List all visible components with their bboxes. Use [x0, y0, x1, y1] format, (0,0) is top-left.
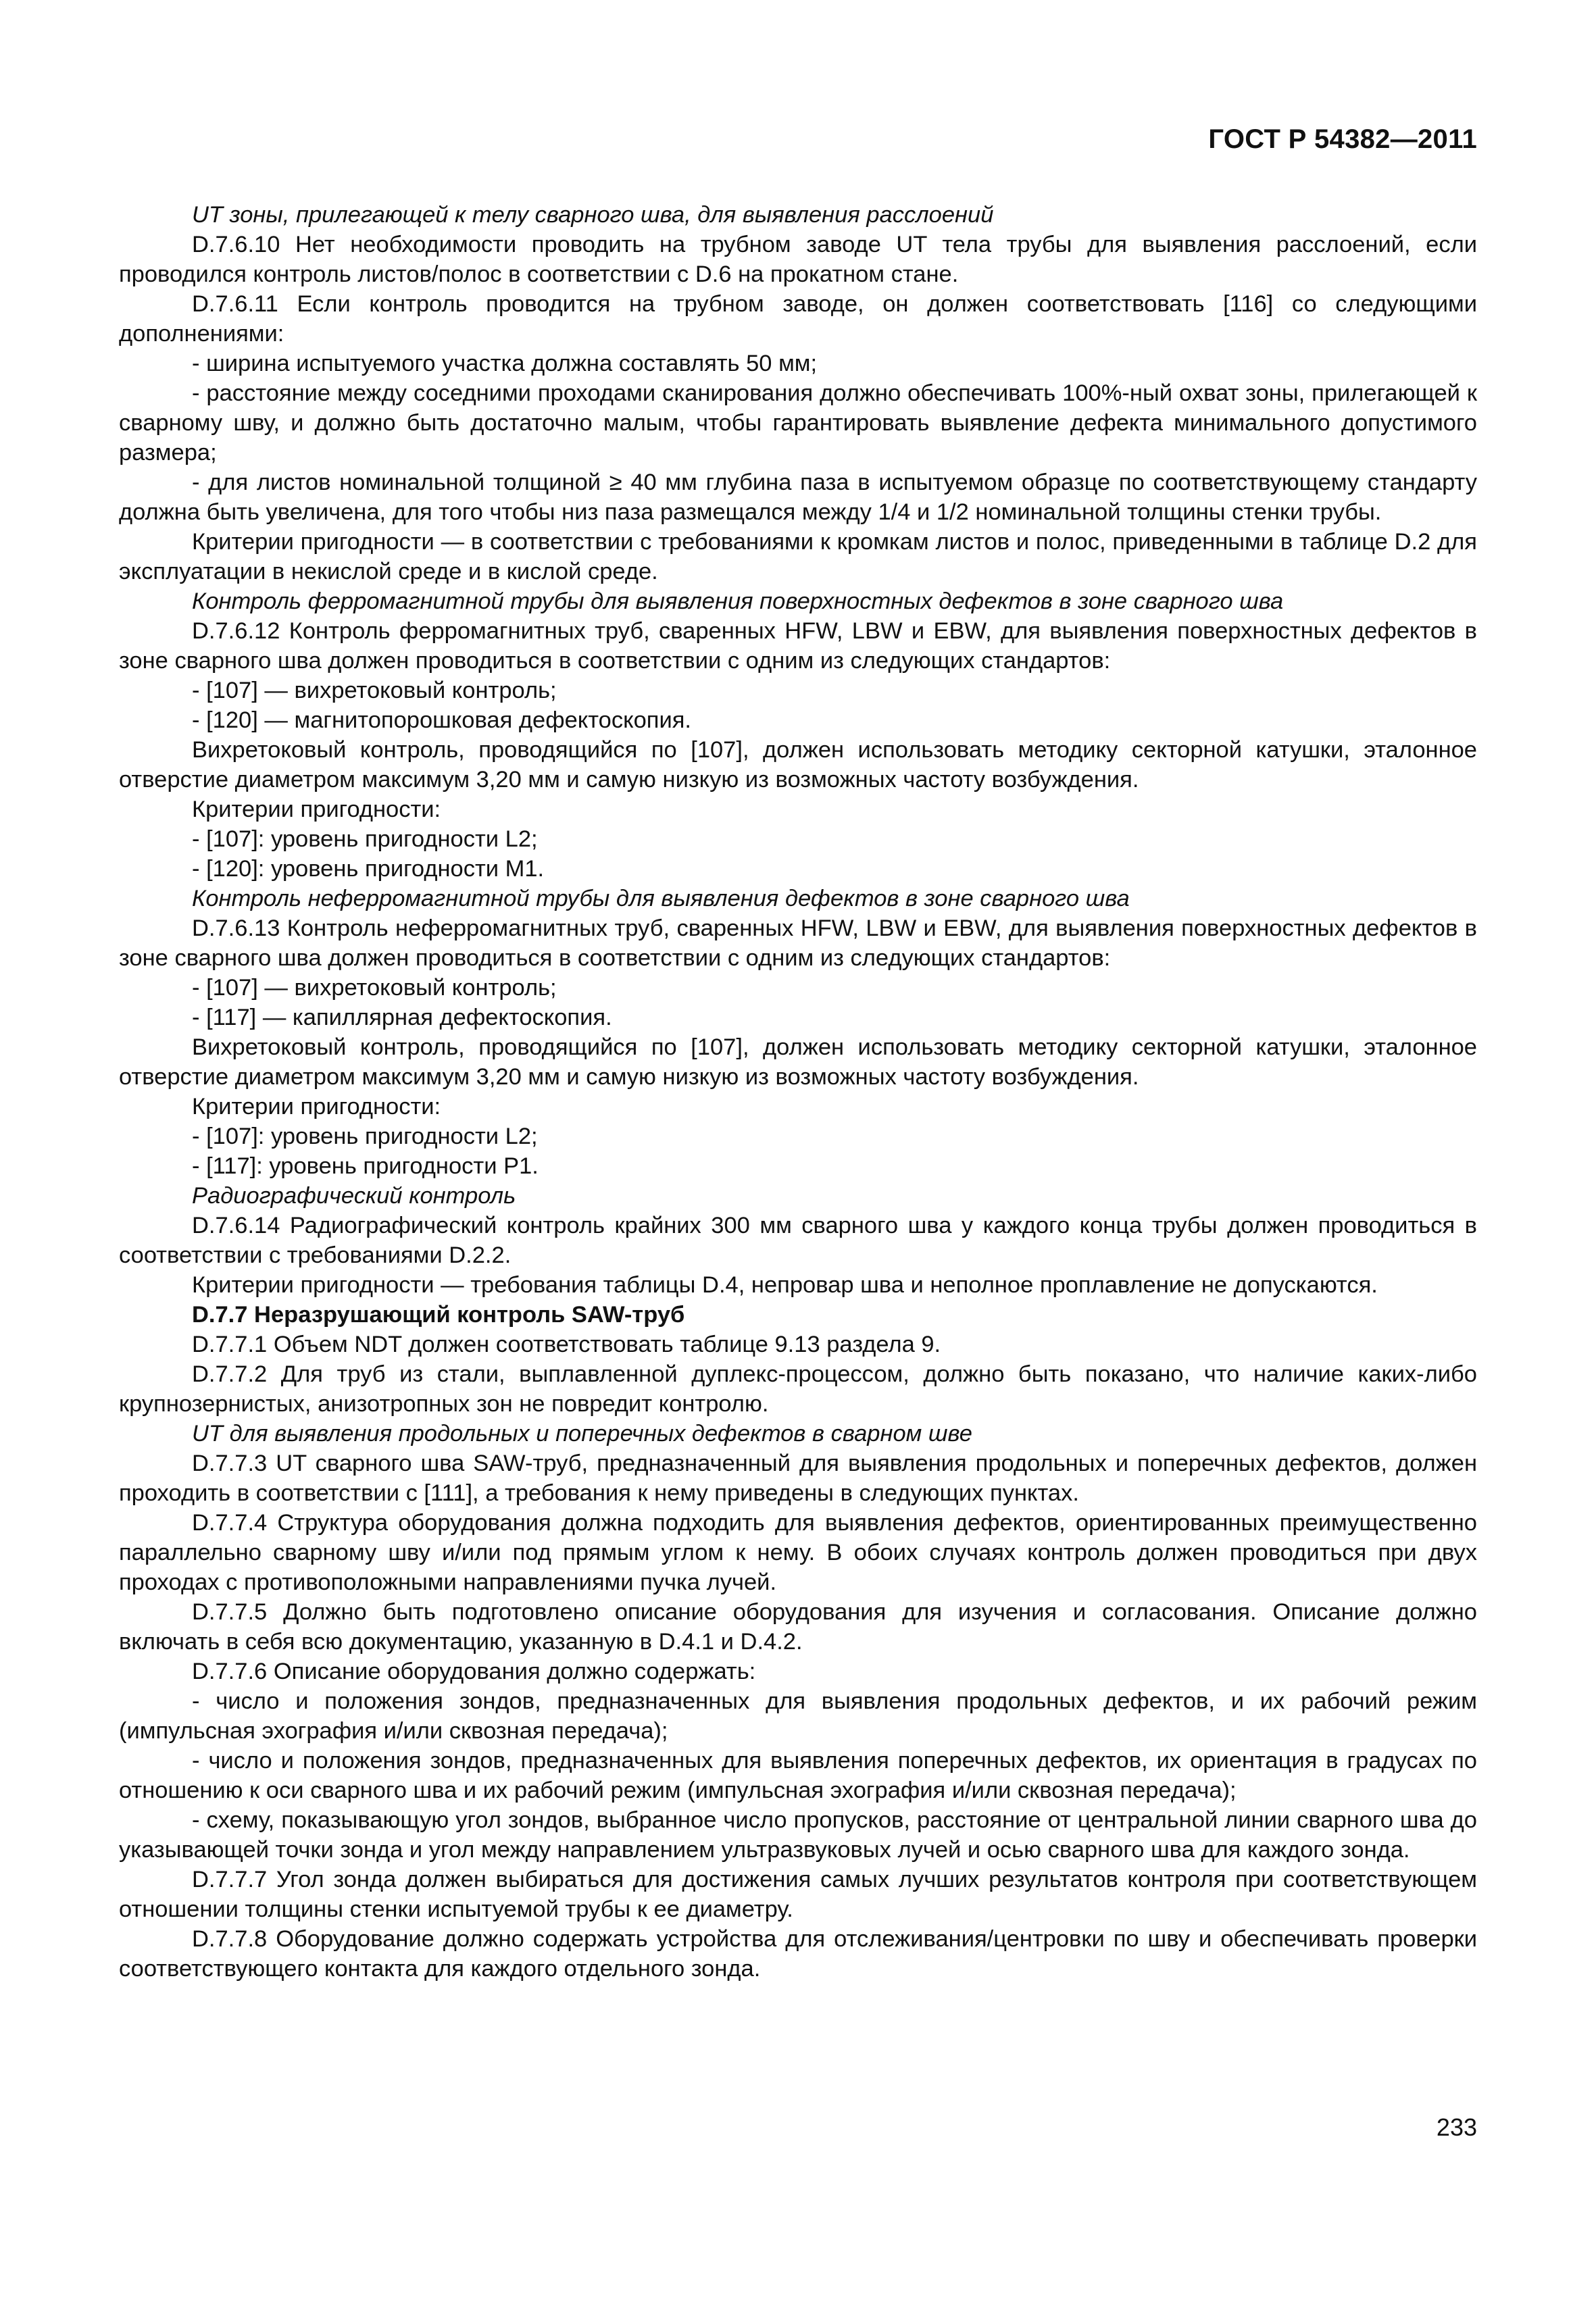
paragraph: - [120]: уровень пригодности M1.	[192, 856, 545, 882]
section-subheading: UT зоны, прилегающей к телу сварного шва, для выявления расслоений	[192, 202, 994, 228]
paragraph: Критерии пригодности — в соответствии с требованиями к кромкам листов и полос, приведенными в таблице D.2 для эксплуатации в некислой среде и в кислой среде.	[119, 529, 1477, 584]
paragraph: - число и положения зондов, предназначенных для выявления поперечных дефектов, их ориентация в градусах по отношению к оси сварного шва и их рабочий режим (импульсная эхография и/или сквозная передача);	[119, 1748, 1477, 1803]
paragraph: - [107]: уровень пригодности L2;	[192, 1124, 538, 1149]
paragraph: - число и положения зондов, предназначенных для выявления продольных дефектов, и их рабочий режим (импульсная эхография и/или сквозная передача);	[119, 1688, 1477, 1744]
paragraph: - расстояние между соседними проходами сканирования должно обеспечивать 100%-ный охват зоны, прилегающей к сварному шву, и должно быть достаточно малым, чтобы гарантировать выявление дефекта минимального допустимого размера;	[119, 380, 1477, 466]
paragraph: D.7.6.10 Нет необходимости проводить на трубном заводе UT тела трубы для выявления расслоений, если проводился контроль листов/полос в соответствии с D.6 на прокатном стане.	[119, 232, 1477, 287]
document-header: ГОСТ Р 54382—2011	[1208, 124, 1477, 154]
paragraph: Критерии пригодности:	[192, 1094, 441, 1120]
paragraph: - схему, показывающую угол зондов, выбранное число пропусков, расстояние от центральной линии сварного шва до указывающей точки зонда и угол между направлением ультразвуковых лучей и осью сварного шва для каждого зонда.	[119, 1807, 1477, 1863]
paragraph: D.7.7.5 Должно быть подготовлено описание оборудования для изучения и согласования. Описание должно включать в себя всю документацию, указанную в D.4.1 и D.4.2.	[119, 1599, 1477, 1655]
paragraph: D.7.7.8 Оборудование должно содержать устройства для отслеживания/центровки по шву и обеспечивать проверки соответствующего контакта для каждого отдельного зонда.	[119, 1926, 1477, 1982]
paragraph: - для листов номинальной толщиной ≥ 40 мм глубина паза в испытуемом образце по соответствующему стандарту должна быть увеличена, для того чтобы низ паза размещался между 1/4 и 1/2 номинальной толщины стенки трубы.	[119, 470, 1477, 525]
paragraph: D.7.6.13 Контроль неферромагнитных труб, сваренных HFW, LBW и EBW, для выявления поверхностных дефектов в зоне сварного шва должен проводиться в соответствии с одним из следующих стандартов:	[119, 915, 1477, 971]
paragraph: D.7.7.2 Для труб из стали, выплавленной дуплекс-процессом, должно быть показано, что наличие каких-либо крупнозернистых, анизотропных зон не повредит контролю.	[119, 1361, 1477, 1417]
paragraph: Вихретоковый контроль, проводящийся по [107], должен использовать методику секторной катушки, эталонное отверстие диаметром максимум 3,20 мм и самую низкую из возможных частоту возбуждения.	[119, 737, 1477, 793]
paragraph: Критерии пригодности — требования таблицы D.4, непровар шва и неполное проплавление не допускаются.	[192, 1272, 1378, 1298]
paragraph: D.7.7.6 Описание оборудования должно содержать:	[192, 1659, 756, 1684]
paragraph: Вихретоковый контроль, проводящийся по [107], должен использовать методику секторной катушки, эталонное отверстие диаметром максимум 3,20 мм и самую низкую из возможных частоту возбуждения.	[119, 1034, 1477, 1090]
section-heading: D.7.7 Неразрушающий контроль SAW-труб	[192, 1302, 685, 1328]
paragraph: D.7.7.7 Угол зонда должен выбираться для достижения самых лучших результатов контроля при соответствующем отношении толщины стенки испытуемой трубы к ее диаметру.	[119, 1867, 1477, 1922]
paragraph: - [107] — вихретоковый контроль;	[192, 678, 557, 703]
paragraph: D.7.7.1 Объем NDT должен соответствовать таблице 9.13 раздела 9.	[192, 1332, 941, 1357]
paragraph: - ширина испытуемого участка должна составлять 50 мм;	[192, 351, 818, 376]
section-subheading: Радиографический контроль	[192, 1183, 516, 1209]
paragraph: Критерии пригодности:	[192, 797, 441, 822]
page-number: 233	[1436, 2113, 1477, 2141]
paragraph: - [120] — магнитопорошковая дефектоскопия.	[192, 707, 691, 733]
paragraph: D.7.6.11 Если контроль проводится на трубном заводе, он должен соответствовать [116] со следующими дополнениями:	[119, 291, 1477, 347]
section-subheading: Контроль ферромагнитной трубы для выявления поверхностных дефектов в зоне сварного шва	[192, 588, 1284, 614]
section-subheading: Контроль неферромагнитной трубы для выявления дефектов в зоне сварного шва	[192, 886, 1130, 911]
paragraph: D.7.6.14 Радиографический контроль крайних 300 мм сварного шва у каждого конца трубы должен проводиться в соответствии с требованиями D.2.2.	[119, 1213, 1477, 1268]
paragraph: D.7.6.12 Контроль ферромагнитных труб, сваренных HFW, LBW и EBW, для выявления поверхностных дефектов в зоне сварного шва должен проводиться в соответствии с одним из следующих стандартов:	[119, 618, 1477, 674]
paragraph: - [117]: уровень пригодности P1.	[192, 1153, 539, 1179]
paragraph: - [107] — вихретоковый контроль;	[192, 975, 557, 1001]
paragraph: - [107]: уровень пригодности L2;	[192, 826, 538, 852]
paragraph: D.7.7.3 UT сварного шва SAW-труб, предназначенный для выявления продольных и поперечных дефектов, должен проходить в соответствии с [111], а требования к нему приведены в следующих пунктах.	[119, 1451, 1477, 1506]
paragraph: - [117] — капиллярная дефектоскопия.	[192, 1005, 612, 1030]
section-subheading: UT для выявления продольных и поперечных дефектов в сварном шве	[192, 1421, 972, 1447]
document-body	[119, 200, 1477, 1984]
paragraph: D.7.7.4 Структура оборудования должна подходить для выявления дефектов, ориентированных преимущественно параллельно сварному шву и/или под прямым углом к нему. В обоих случаях контроль должен проводиться при двух проходах с противоположными направлениями пучка лучей.	[119, 1510, 1477, 1595]
